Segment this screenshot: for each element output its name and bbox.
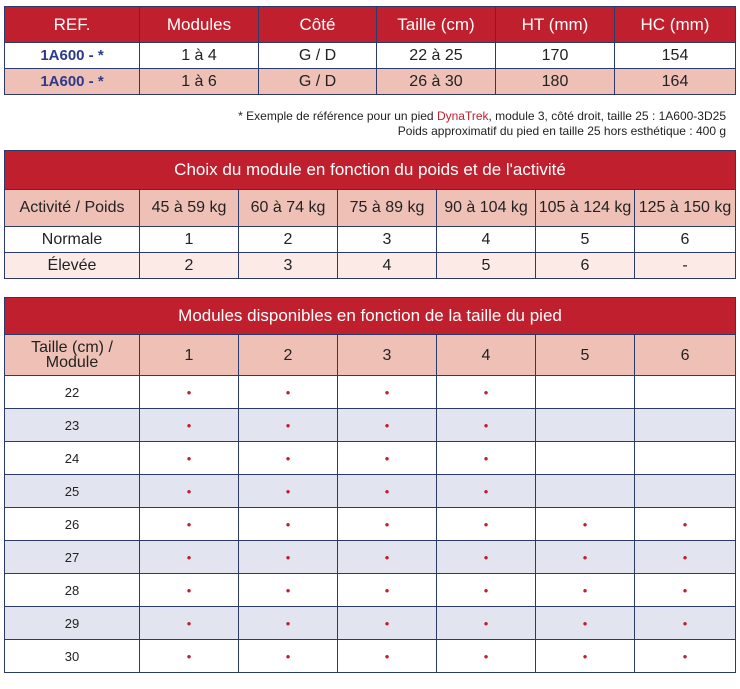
header-module-number: 2	[239, 335, 338, 376]
available-dot: •	[338, 442, 437, 475]
empty-cell	[635, 376, 736, 409]
header-weight-range: 45 à 59 kg	[140, 190, 239, 227]
size-row	[5, 409, 736, 442]
weight-note: Poids approximatif du pied en taille 25 hors esthétique : 400 g	[397, 124, 726, 138]
available-dot: •	[536, 607, 635, 640]
size-row	[5, 508, 736, 541]
available-dot: •	[239, 475, 338, 508]
header-hc: HC (mm)	[615, 7, 736, 43]
size-module-table	[4, 297, 736, 673]
available-dot: •	[239, 640, 338, 673]
activity-label: Normale	[5, 227, 140, 253]
available-dot: •	[536, 508, 635, 541]
module-cell: 5	[536, 227, 635, 253]
empty-cell	[536, 409, 635, 442]
size-row	[5, 607, 736, 640]
cell-modules: 1 à 4	[140, 43, 259, 69]
available-dot: •	[239, 574, 338, 607]
header-ht: HT (mm)	[496, 7, 615, 43]
empty-cell	[536, 442, 635, 475]
available-dot: •	[239, 376, 338, 409]
header-module-number: 4	[437, 335, 536, 376]
available-dot: •	[437, 541, 536, 574]
available-dot: •	[140, 574, 239, 607]
cell-size: 26 à 30	[377, 69, 496, 95]
empty-cell	[635, 442, 736, 475]
module-cell: 4	[338, 253, 437, 279]
available-dot: •	[635, 640, 736, 673]
available-dot: •	[239, 508, 338, 541]
available-dot: •	[239, 442, 338, 475]
cell-modules: 1 à 6	[140, 69, 259, 95]
module-cell: 3	[239, 253, 338, 279]
header-weight-range: 90 à 104 kg	[437, 190, 536, 227]
available-dot: •	[437, 475, 536, 508]
header-module-number: 3	[338, 335, 437, 376]
size-cell: 27	[5, 541, 140, 574]
empty-cell	[536, 376, 635, 409]
available-dot: •	[437, 442, 536, 475]
cell-ht: 170	[496, 43, 615, 69]
size-cell: 25	[5, 475, 140, 508]
cell-side: G / D	[259, 43, 377, 69]
available-dot: •	[338, 640, 437, 673]
reference-example-note	[238, 109, 726, 123]
cell-ref: 1A600 - *	[5, 69, 140, 95]
header-side: Côté	[259, 7, 377, 43]
available-dot: •	[140, 442, 239, 475]
available-dot: •	[140, 541, 239, 574]
available-dot: •	[338, 541, 437, 574]
available-dot: •	[635, 607, 736, 640]
size-cell: 28	[5, 574, 140, 607]
available-dot: •	[338, 508, 437, 541]
module-cell: 4	[437, 227, 536, 253]
available-dot: •	[338, 475, 437, 508]
note-suffix: , module 3, côté droit, taille 25 : 1A600-3D25	[488, 109, 726, 123]
header-weight-range: 125 à 150 kg	[635, 190, 736, 227]
activity-table	[4, 150, 736, 279]
size-cell: 26	[5, 508, 140, 541]
available-dot: •	[239, 409, 338, 442]
size-row	[5, 574, 736, 607]
available-dot: •	[437, 640, 536, 673]
available-dot: •	[437, 574, 536, 607]
activity-row-high	[5, 253, 736, 279]
size-row	[5, 541, 736, 574]
available-dot: •	[437, 508, 536, 541]
cell-side: G / D	[259, 69, 377, 95]
activity-table-title: Choix du module en fonction du poids et de l'activité	[5, 151, 736, 190]
activity-header-row	[5, 190, 736, 227]
reference-header-row	[5, 7, 736, 43]
available-dot: •	[338, 574, 437, 607]
cell-hc: 164	[615, 69, 736, 95]
available-dot: •	[140, 508, 239, 541]
available-dot: •	[140, 409, 239, 442]
size-table-title: Modules disponibles en fonction de la taille du pied	[5, 298, 736, 335]
header-modules: Modules	[140, 7, 259, 43]
header-size-module: Taille (cm) / Module	[5, 335, 140, 376]
empty-cell	[536, 475, 635, 508]
size-cell: 29	[5, 607, 140, 640]
note-prefix: * Exemple de référence pour un pied	[238, 109, 437, 123]
activity-label: Élevée	[5, 253, 140, 279]
available-dot: •	[437, 376, 536, 409]
header-module-number: 5	[536, 335, 635, 376]
reference-row	[5, 43, 736, 69]
available-dot: •	[536, 541, 635, 574]
empty-cell	[635, 409, 736, 442]
module-cell: 3	[338, 227, 437, 253]
header-ref: REF.	[5, 7, 140, 43]
module-cell: 1	[140, 227, 239, 253]
cell-ht: 180	[496, 69, 615, 95]
empty-cell	[635, 475, 736, 508]
size-cell: 23	[5, 409, 140, 442]
reference-row	[5, 69, 736, 95]
header-weight-range: 105 à 124 kg	[536, 190, 635, 227]
reference-table	[4, 6, 736, 95]
available-dot: •	[536, 574, 635, 607]
available-dot: •	[140, 640, 239, 673]
header-size: Taille (cm)	[377, 7, 496, 43]
header-weight-range: 60 à 74 kg	[239, 190, 338, 227]
size-cell: 24	[5, 442, 140, 475]
size-row	[5, 442, 736, 475]
header-activity-weight: Activité / Poids	[5, 190, 140, 227]
size-table-body	[5, 376, 736, 673]
available-dot: •	[140, 475, 239, 508]
available-dot: •	[140, 376, 239, 409]
available-dot: •	[536, 640, 635, 673]
available-dot: •	[437, 409, 536, 442]
size-header-row	[5, 335, 736, 376]
activity-row-normal	[5, 227, 736, 253]
header-module-number: 1	[140, 335, 239, 376]
available-dot: •	[140, 607, 239, 640]
size-cell: 30	[5, 640, 140, 673]
module-cell: 2	[140, 253, 239, 279]
brand-name: DynaTrek	[436, 109, 489, 123]
available-dot: •	[635, 541, 736, 574]
cell-ref: 1A600 - *	[5, 43, 140, 69]
available-dot: •	[239, 607, 338, 640]
module-cell: 6	[536, 253, 635, 279]
size-cell: 22	[5, 376, 140, 409]
module-cell: 6	[635, 227, 736, 253]
available-dot: •	[635, 508, 736, 541]
available-dot: •	[338, 607, 437, 640]
size-row	[5, 640, 736, 673]
available-dot: •	[239, 541, 338, 574]
size-row	[5, 475, 736, 508]
available-dot: •	[338, 376, 437, 409]
cell-size: 22 à 25	[377, 43, 496, 69]
header-module-number: 6	[635, 335, 736, 376]
available-dot: •	[437, 607, 536, 640]
available-dot: •	[338, 409, 437, 442]
module-cell: -	[635, 253, 736, 279]
module-cell: 5	[437, 253, 536, 279]
size-row	[5, 376, 736, 409]
module-cell: 2	[239, 227, 338, 253]
available-dot: •	[635, 574, 736, 607]
cell-hc: 154	[615, 43, 736, 69]
header-weight-range: 75 à 89 kg	[338, 190, 437, 227]
